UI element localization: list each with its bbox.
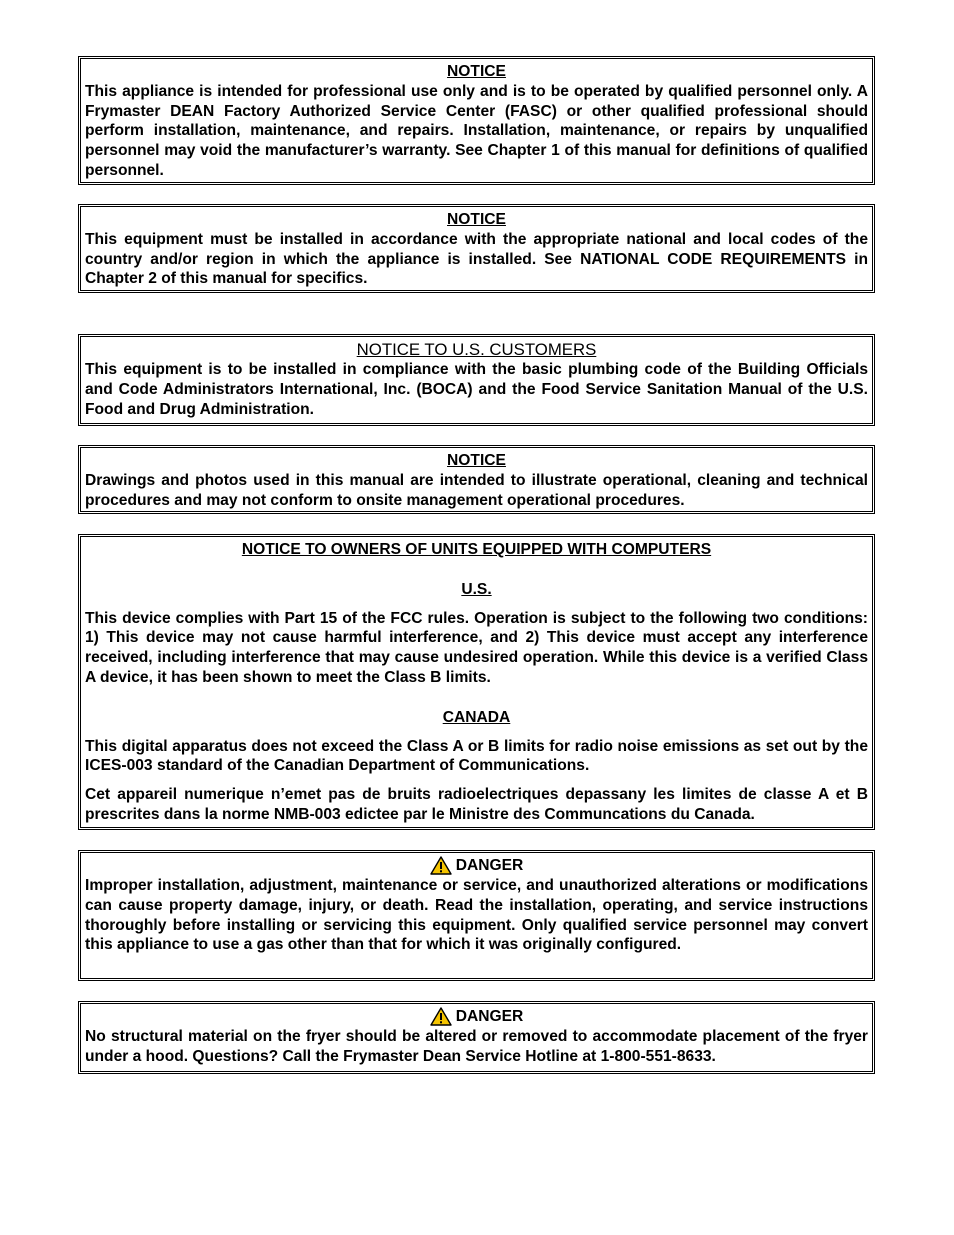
notice-box-drawings: [78, 445, 875, 514]
canada-heading: CANADA: [442, 708, 511, 726]
notice-title: NOTICE: [447, 211, 506, 228]
danger-title-row: [85, 1007, 868, 1027]
danger-box-improper-installation: [78, 850, 875, 981]
notice-title: NOTICE TO U.S. CUSTOMERS: [356, 340, 597, 359]
danger-body: Improper installation, adjustment, maintenance or service, and unauthorized alterations or modifications can cause property damage, injury, or death. Read the installation, operating, and service instructions thoroughly before installing or servicing this equipment. Only qualified service personnel may convert this appliance to use a gas other than that for which it was originally configured.: [85, 877, 868, 954]
us-body: This device complies with Part 15 of the FCC rules. Operation is subject to the following two conditions: 1) This device may not cause harmful interference, and 2) This device must accept any interference received, including interference that may cause undesired operation. While this device is a verified Class A device, it has been shown to meet the Class B limits.: [85, 609, 868, 686]
notice-box-codes: [78, 204, 875, 293]
spacer: [85, 728, 868, 737]
warning-triangle-icon: [430, 1007, 452, 1027]
danger-box-structural-material: [78, 1001, 875, 1074]
notice-title: NOTICE: [447, 452, 506, 469]
notice-box-us-customers: [78, 334, 875, 426]
notice-title: NOTICE TO OWNERS OF UNITS EQUIPPED WITH COMPUTERS: [241, 541, 712, 558]
notice-box-computers: [78, 534, 875, 830]
us-heading: U.S.: [461, 580, 492, 598]
notice-body: This appliance is intended for professional use only and is to be operated by qualified personnel only. A Frymaster DEAN Factory Authorized Service Center (FASC) or other qualified professional should perform installation, maintenance, and repairs. Installation, maintenance, or repairs by unqualified personnel may void the manufacturer’s warranty. See Chapter 1 of this manual for definitions of qualified personnel.: [85, 82, 868, 179]
danger-title-row: [85, 856, 868, 876]
danger-body: No structural material on the fryer should be altered or removed to accommodate placement of the fryer under a hood. Questions? Call the Frymaster Dean Service Hotline at 1-800-551-8633.: [85, 1028, 868, 1065]
notice-body: This equipment must be installed in accordance with the appropriate national and local codes of the country and/or region in which the appliance is installed. See NATIONAL CODE REQUIREMENTS in Chapter 2 of this manual for specifics.: [85, 230, 868, 288]
notice-title: NOTICE: [447, 63, 506, 80]
spacer: [85, 560, 868, 580]
canada-body-english: This digital apparatus does not exceed the Class A or B limits for radio noise emissions as set out by the ICES-003 standard of the Canadian Department of Communications.: [85, 737, 868, 775]
canada-body-french: Cet appareil numerique n’emet pas de bruits radioelectriques depassany les limites de classe A et B prescrites dans la norme NMB-003 edictee par le Ministre des Communcations du Canada.: [85, 786, 868, 823]
spacer: [85, 600, 868, 609]
notice-box-qualified-personnel: [78, 56, 875, 185]
notice-body: This equipment is to be installed in compliance with the basic plumbing code of the Building Officials and Code Administrators International, Inc. (BOCA) and the Food Service Sanitation Manual of the U.S. Food and Drug Administration.: [85, 361, 868, 418]
danger-title: DANGER: [455, 857, 524, 875]
notice-body: Drawings and photos used in this manual are intended to illustrate operational, cleaning and technical procedures and may not conform to onsite management operational procedures.: [85, 471, 868, 509]
spacer: [85, 776, 868, 785]
danger-title: DANGER: [455, 1008, 524, 1026]
spacer: [85, 688, 868, 708]
warning-triangle-icon: [430, 856, 452, 876]
